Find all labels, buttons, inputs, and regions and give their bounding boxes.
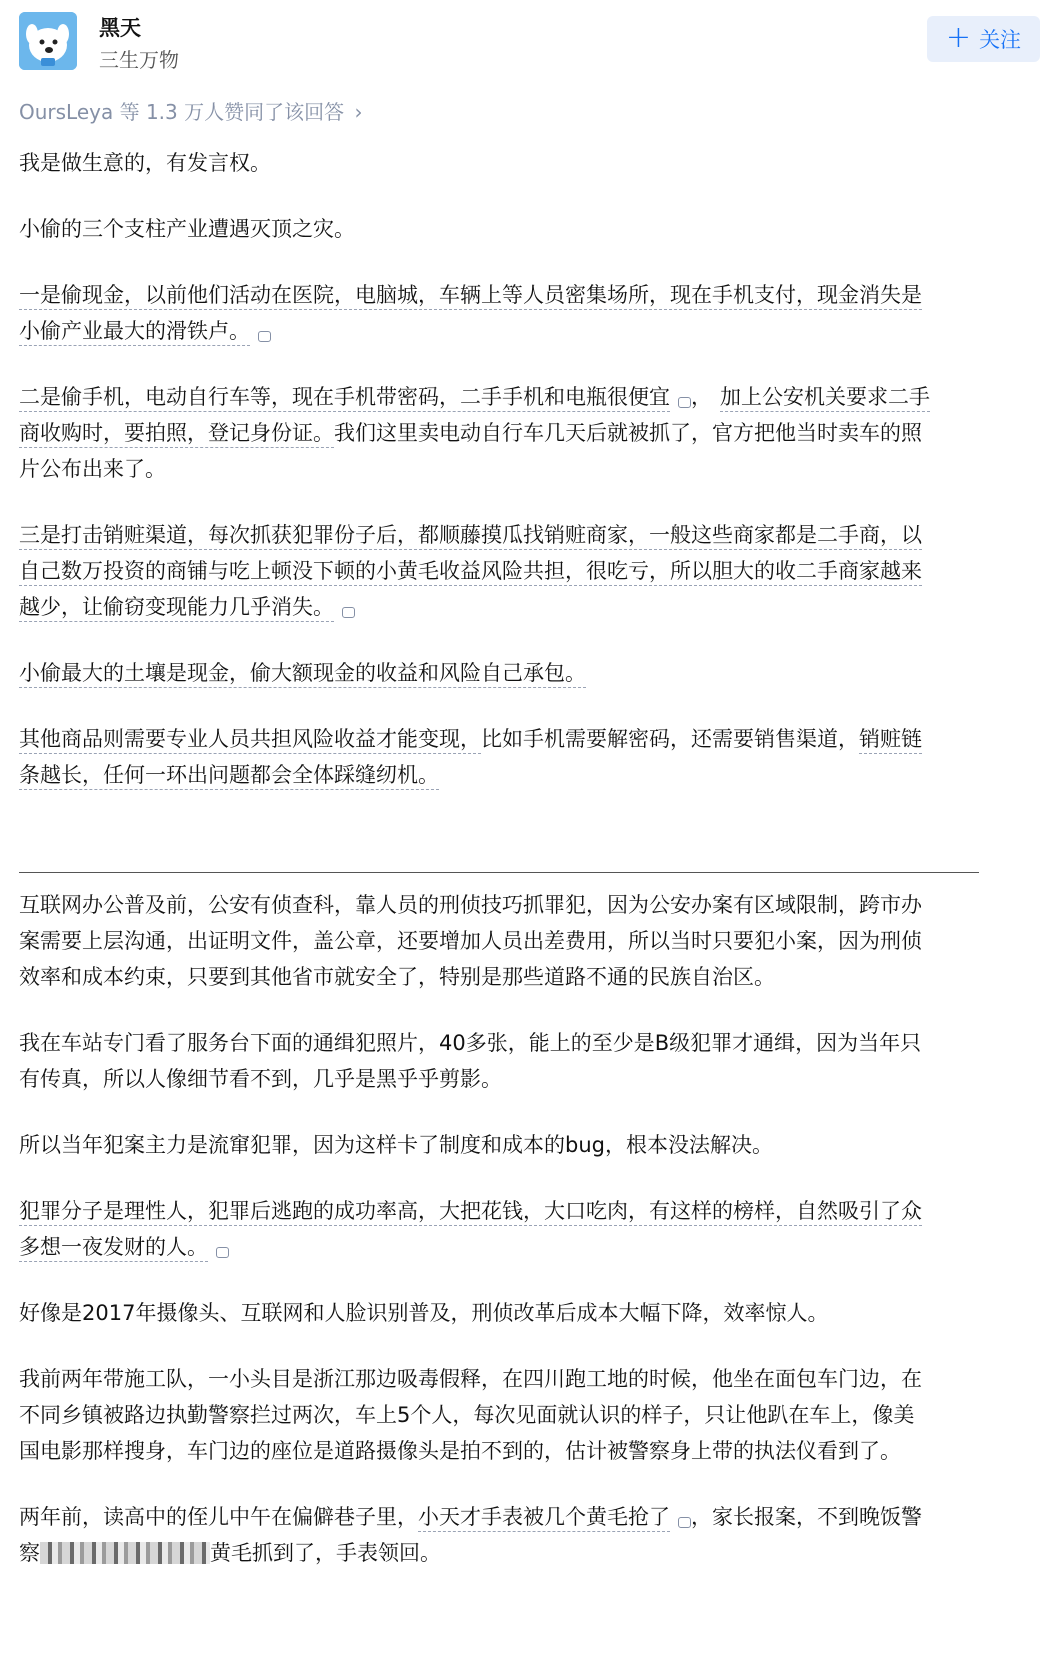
text: 我们这里卖电动自行车几天后就被抓了，官方把他当时卖车的照: [334, 421, 922, 445]
voters-text: OursLeya 等 1.3 万人赞同了该回答: [19, 100, 345, 124]
highlight-annotation[interactable]: 其他商品则需要专业人员共担风险收益才能变现，: [19, 727, 481, 754]
paragraph: [19, 379, 930, 415]
paragraph: [19, 277, 922, 313]
highlight-annotation[interactable]: 小偷产业最大的滑铁卢。: [19, 319, 250, 346]
paragraph: [19, 313, 271, 349]
pixelated-redaction: [40, 1542, 210, 1564]
comment-icon[interactable]: [342, 607, 355, 618]
highlight-annotation[interactable]: 小偷最大的土壤是现金，偷大额现金的收益和风险自己承包。: [19, 661, 586, 688]
text: 我是做生意的，有发言权。: [19, 151, 271, 175]
text: 片公布出来了。: [19, 457, 166, 481]
paragraph: [19, 1025, 921, 1061]
paragraph: [19, 655, 586, 691]
highlight-annotation[interactable]: 商收购时，要拍照，登记身份证。: [19, 421, 334, 448]
highlight-annotation[interactable]: 多想一夜发财的人。: [19, 1235, 208, 1262]
voters-link[interactable]: [19, 96, 363, 125]
paragraph: [19, 1535, 441, 1571]
text: ，家长报案，不到晚饭警: [691, 1505, 922, 1529]
text: 两年前，读高中的侄儿中午在偏僻巷子里，: [19, 1505, 418, 1529]
author-name[interactable]: 黑天: [99, 16, 141, 40]
text: 小偷的三个支柱产业遭遇灭顶之灾。: [19, 217, 355, 241]
paragraph: [19, 211, 355, 247]
comment-icon[interactable]: [216, 1247, 229, 1258]
text: 所以当年犯案主力是流窜犯罪，因为这样卡了制度和成本的bug，根本没法解决。: [19, 1133, 773, 1157]
text: 国电影那样搜身，车门边的座位是道路摄像头是拍不到的，估计被警察身上带的执法仪看到了。: [19, 1439, 901, 1463]
paragraph: [19, 1499, 922, 1535]
highlight-annotation[interactable]: 三是打击销赃渠道，每次抓获犯罪份子后，都顺藤摸瓜找销赃商家，一般这些商家都是二手商，以: [19, 523, 922, 550]
paragraph: [19, 887, 922, 923]
paragraph: [19, 959, 775, 995]
follow-button[interactable]: [927, 16, 1040, 62]
cartoon-dog-avatar-icon: [19, 12, 77, 70]
highlight-annotation[interactable]: 条越长，任何一环出问题都会全体踩缝纫机。: [19, 763, 439, 790]
highlight-annotation[interactable]: 越少，让偷窃变现能力几乎消失。: [19, 595, 334, 622]
highlight-annotation[interactable]: 销赃链: [859, 727, 922, 754]
paragraph: [19, 757, 439, 793]
paragraph: [19, 1433, 901, 1469]
text: 不同乡镇被路边执勤警察拦过两次，车上5个人，每次见面就认识的样子，只让他趴在车上，像美: [19, 1403, 915, 1427]
plus-icon: +: [945, 19, 972, 55]
author-avatar[interactable]: [19, 12, 77, 70]
paragraph: [19, 1127, 773, 1163]
paragraph: [19, 1361, 922, 1397]
text: 我在车站专门看了服务台下面的通缉犯照片，40多张，能上的至少是B级犯罪才通缉，因为当年只: [19, 1031, 922, 1055]
follow-button-label: 关注: [979, 28, 1022, 52]
text: 察: [19, 1541, 40, 1565]
paragraph: [19, 721, 922, 757]
answer-author-header: [19, 12, 1059, 76]
author-bio: 三生万物: [99, 48, 179, 72]
paragraph: [19, 923, 922, 959]
highlight-annotation[interactable]: 加上公安机关要求二手: [720, 385, 930, 412]
paragraph: [19, 517, 922, 553]
paragraph: [19, 415, 922, 451]
text: 案需要上层沟通，出证明文件，盖公章，还要增加人员出差费用，所以当时只要犯小案，因为刑侦: [19, 929, 922, 953]
comment-icon[interactable]: [678, 397, 691, 408]
highlight-annotation[interactable]: 犯罪分子是理性人，犯罪后逃跑的成功率高，大把花钱，大口吃肉，有这样的榜样，自然吸引了众: [19, 1199, 922, 1226]
text: 互联网办公普及前，公安有侦查科，靠人员的刑侦技巧抓罪犯，因为公安办案有区域限制，跨市办: [19, 893, 922, 917]
paragraph: [19, 1193, 922, 1229]
text: ，: [691, 385, 712, 409]
paragraph: [19, 1397, 914, 1433]
paragraph: [19, 1061, 502, 1097]
highlight-annotation[interactable]: 自己数万投资的商铺与吃上顿没下顿的小黄毛收益风险共担，很吃亏，所以胆大的收二手商家越来: [19, 559, 922, 586]
text: 黄毛抓到了，手表领回。: [210, 1541, 441, 1565]
text: 效率和成本约束，只要到其他省市就安全了，特别是那些道路不通的民族自治区。: [19, 965, 775, 989]
highlight-annotation[interactable]: 二是偷手机，电动自行车等，现在手机带密码，二手手机和电瓶很便宜: [19, 385, 670, 412]
section-divider: [19, 872, 979, 873]
paragraph: [19, 451, 166, 487]
paragraph: [19, 589, 355, 625]
text: 有传真，所以人像细节看不到，几乎是黑乎乎剪影。: [19, 1067, 502, 1091]
paragraph: [19, 145, 271, 181]
paragraph: [19, 1295, 828, 1331]
chevron-right-icon: ›: [354, 100, 363, 124]
comment-icon[interactable]: [678, 1517, 691, 1528]
text: 比如手机需要解密码，还需要销售渠道，: [481, 727, 859, 751]
comment-icon[interactable]: [258, 331, 271, 342]
paragraph: [19, 1229, 229, 1265]
highlight-annotation[interactable]: 一是偷现金，以前他们活动在医院，电脑城，车辆上等人员密集场所，现在手机支付，现金消失是: [19, 283, 922, 310]
text: 好像是2017年摄像头、互联网和人脸识别普及，刑侦改革后成本大幅下降，效率惊人。: [19, 1301, 829, 1325]
paragraph: [19, 553, 922, 589]
highlight-annotation[interactable]: 小天才手表被几个黄毛抢了: [418, 1505, 670, 1532]
text: 我前两年带施工队，一小头目是浙江那边吸毒假释，在四川跑工地的时候，他坐在面包车门边，在: [19, 1367, 922, 1391]
